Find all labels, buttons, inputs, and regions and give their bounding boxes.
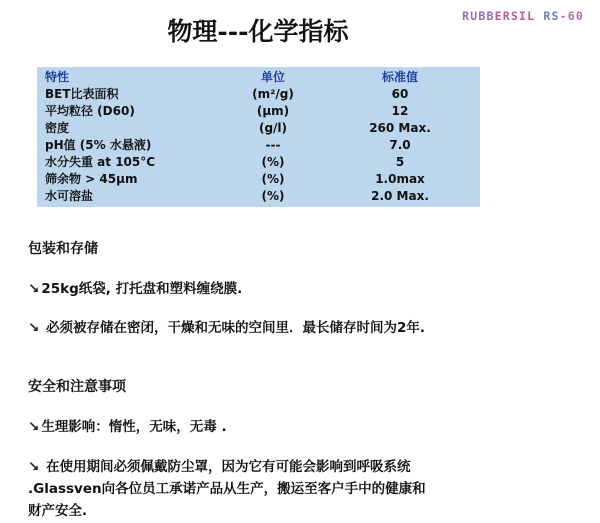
header-value: 标准值 — [381, 70, 418, 84]
header-unit: 单位 — [260, 70, 285, 84]
arrow-bullet-icon: ↘ — [28, 281, 40, 297]
list-item: ↘ 在使用期间必须佩戴防尘罩，因为它有可能会影响到呼吸系统 — [28, 459, 411, 475]
spec-table — [37, 67, 480, 207]
table-row: BET比表面积 (m²/g) 60 — [45, 87, 409, 101]
table-row: pH值 (5% 水悬液) --- 7.0 — [45, 138, 411, 152]
table-row: 密度 (g/l) 260 Max. — [45, 121, 431, 135]
list-item: ↘ 25kg纸袋, 打托盘和塑料缠绕膜. — [28, 281, 243, 297]
table-row: 水可溶盐 (%) 2.0 Max. — [45, 189, 429, 203]
packaging-heading: 包装和存储 — [28, 241, 98, 257]
spec-table-header — [37, 70, 480, 85]
arrow-bullet-icon: ↘ — [28, 459, 40, 475]
table-row: 水分失重 at 105°C (%) 5 — [45, 155, 405, 169]
table-row: 筛余物 > 45μm (%) 1.0max — [45, 172, 425, 186]
page-title: 物理---化学指标 — [167, 17, 349, 46]
list-item-continued: .Glassven向各位员工承诺产品从生产，搬运至客户手中的健康和 — [28, 481, 426, 497]
table-row: 平均粒径 (D60) (μm) 12 — [45, 104, 409, 118]
arrow-bullet-icon: ↘ — [28, 320, 40, 336]
list-item: ↘ 生理影响：惰性，无味，无毒 . — [28, 419, 227, 435]
list-item-continued: 财产安全. — [28, 503, 88, 519]
header-property: 特性 — [45, 70, 70, 84]
list-item: ↘ 必须被存储在密闭，干燥和无味的空间里．最长储存时间为2年. — [28, 320, 426, 336]
arrow-bullet-icon: ↘ — [28, 419, 40, 435]
brand-logo: RUBBERSIL RS-60 — [462, 9, 584, 23]
safety-heading: 安全和注意事项 — [28, 379, 126, 395]
